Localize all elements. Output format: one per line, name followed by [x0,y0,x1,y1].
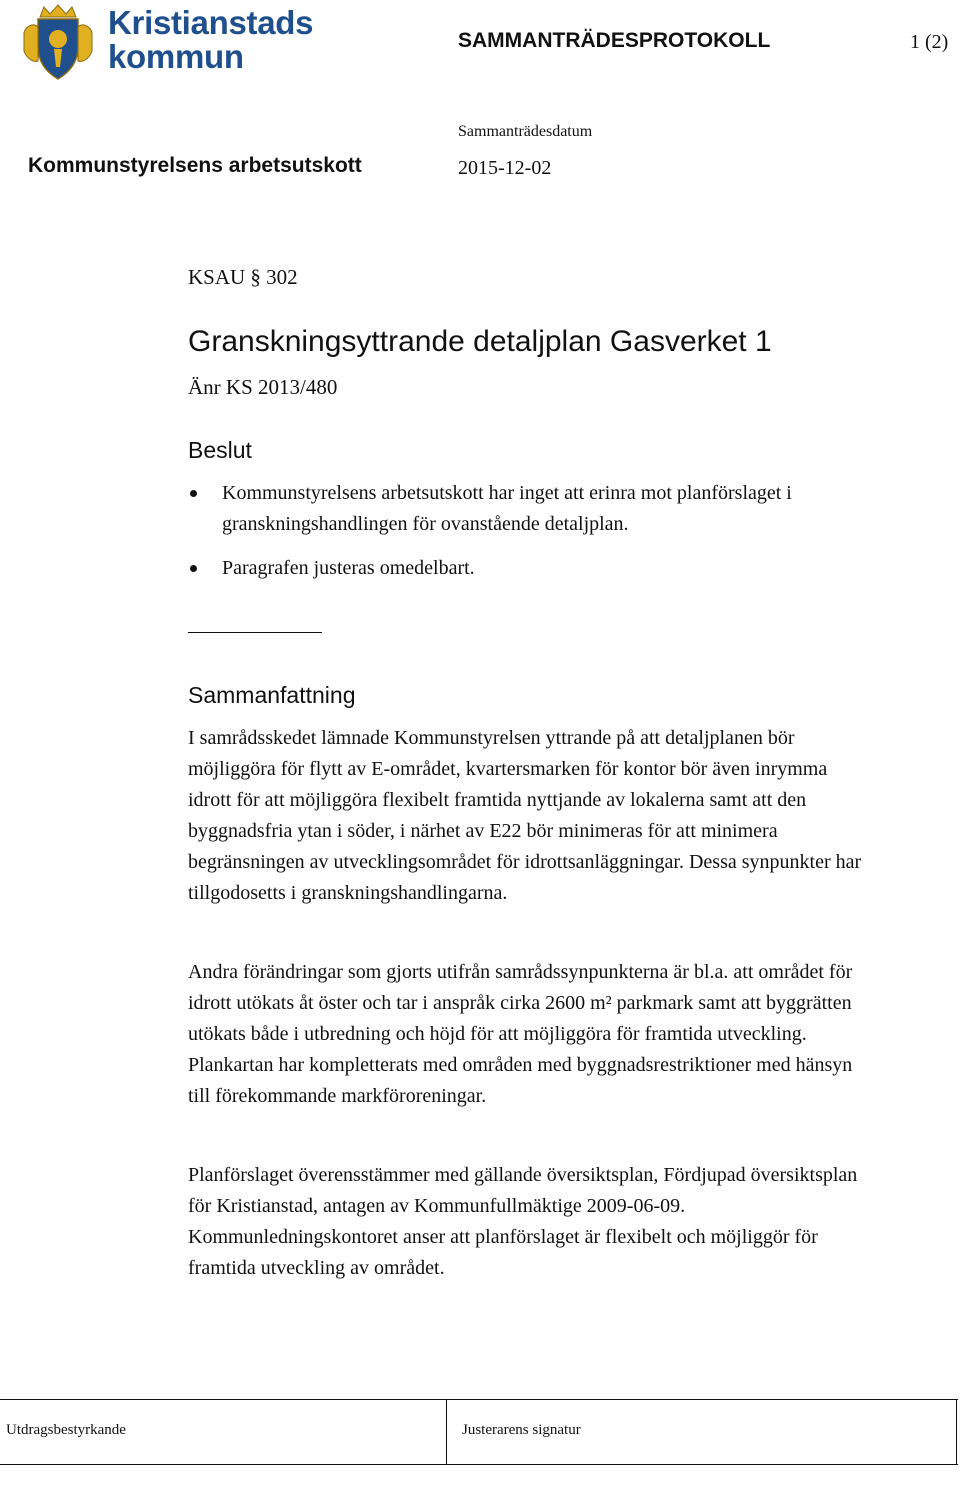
decision-list [188,478,908,597]
crest-icon [18,3,98,83]
footer-divider [446,1400,447,1464]
summary-paragraph-3: Planförslaget överensstämmer med gällande översiktsplan, Fördjupad översiktsplan för Kristianstad, antagen av Kommunfullmäktige 2009-06-09. Kommunledningskontoret anser att planförslaget är flexibelt och möjliggör för framtida utveckling av området. [188,1164,858,1279]
section-separator [188,632,322,633]
committee-name: Kommunstyrelsens arbetsutskott [28,154,362,177]
municipality-crest-logo [18,3,98,83]
footer-divider [956,1400,957,1464]
extract-certification-label: Utdragsbestyrkande [6,1422,126,1438]
page-number: 1 (2) [910,31,949,53]
summary-paragraph-1: I samrådsskedet lämnade Kommunstyrelsen yttrande på att detaljplanen bör möjliggöra för flytt av E-området, kvartersmarken för kontor bör även inrymma idrott för att möjliggöra flexibelt framtida nyttjande av lokalerna samt att den byggnadsfria ytan i söder, i närhet av E22 bör minimeras för att minimera begränsningen av utvecklingsområdet för idrottsanläggningar. Dessa synpunkter har tillgodosetts i granskningshandlingarna. [188,727,862,904]
decision-heading: Beslut [188,437,252,463]
summary-paragraph-2: Andra förändringar som gjorts utifrån samrådssynpunkterna är bl.a. att området för idrott utökats åt öster och tar i anspråk cirka 2600 m² parkmark samt att byggrätten utökats både i utbredning och höjd för att möjliggöra för framtida utveckling. Plankartan har kompletterats med områden med byggnadsrestriktioner med hänsyn till förekommande markföroreningar. [188,961,853,1107]
logo-line-2: kommun [108,38,244,75]
case-number: Änr KS 2013/480 [188,375,338,399]
adjuster-signature-label: Justerarens signatur [462,1422,581,1438]
paragraph-reference: KSAU § 302 [188,265,298,289]
logo-line-1: Kristianstads [108,4,314,41]
decision-item: Paragrafen justeras omedelbart. [188,553,908,584]
summary-heading: Sammanfattning [188,682,356,708]
decision-item: Kommunstyrelsens arbetsutskott har inget att erinra mot planförslaget i granskningshandlingen för ovanstående detaljplan. [188,478,908,540]
document-type: SAMMANTRÄDESPROTOKOLL [458,29,771,52]
municipality-logo-wordmark [108,6,313,74]
page-title: Granskningsyttrande detaljplan Gasverket 1 [188,325,772,358]
signature-footer [0,1399,958,1465]
meeting-date-label: Sammanträdesdatum [458,123,593,140]
meeting-date: 2015-12-02 [458,157,552,179]
